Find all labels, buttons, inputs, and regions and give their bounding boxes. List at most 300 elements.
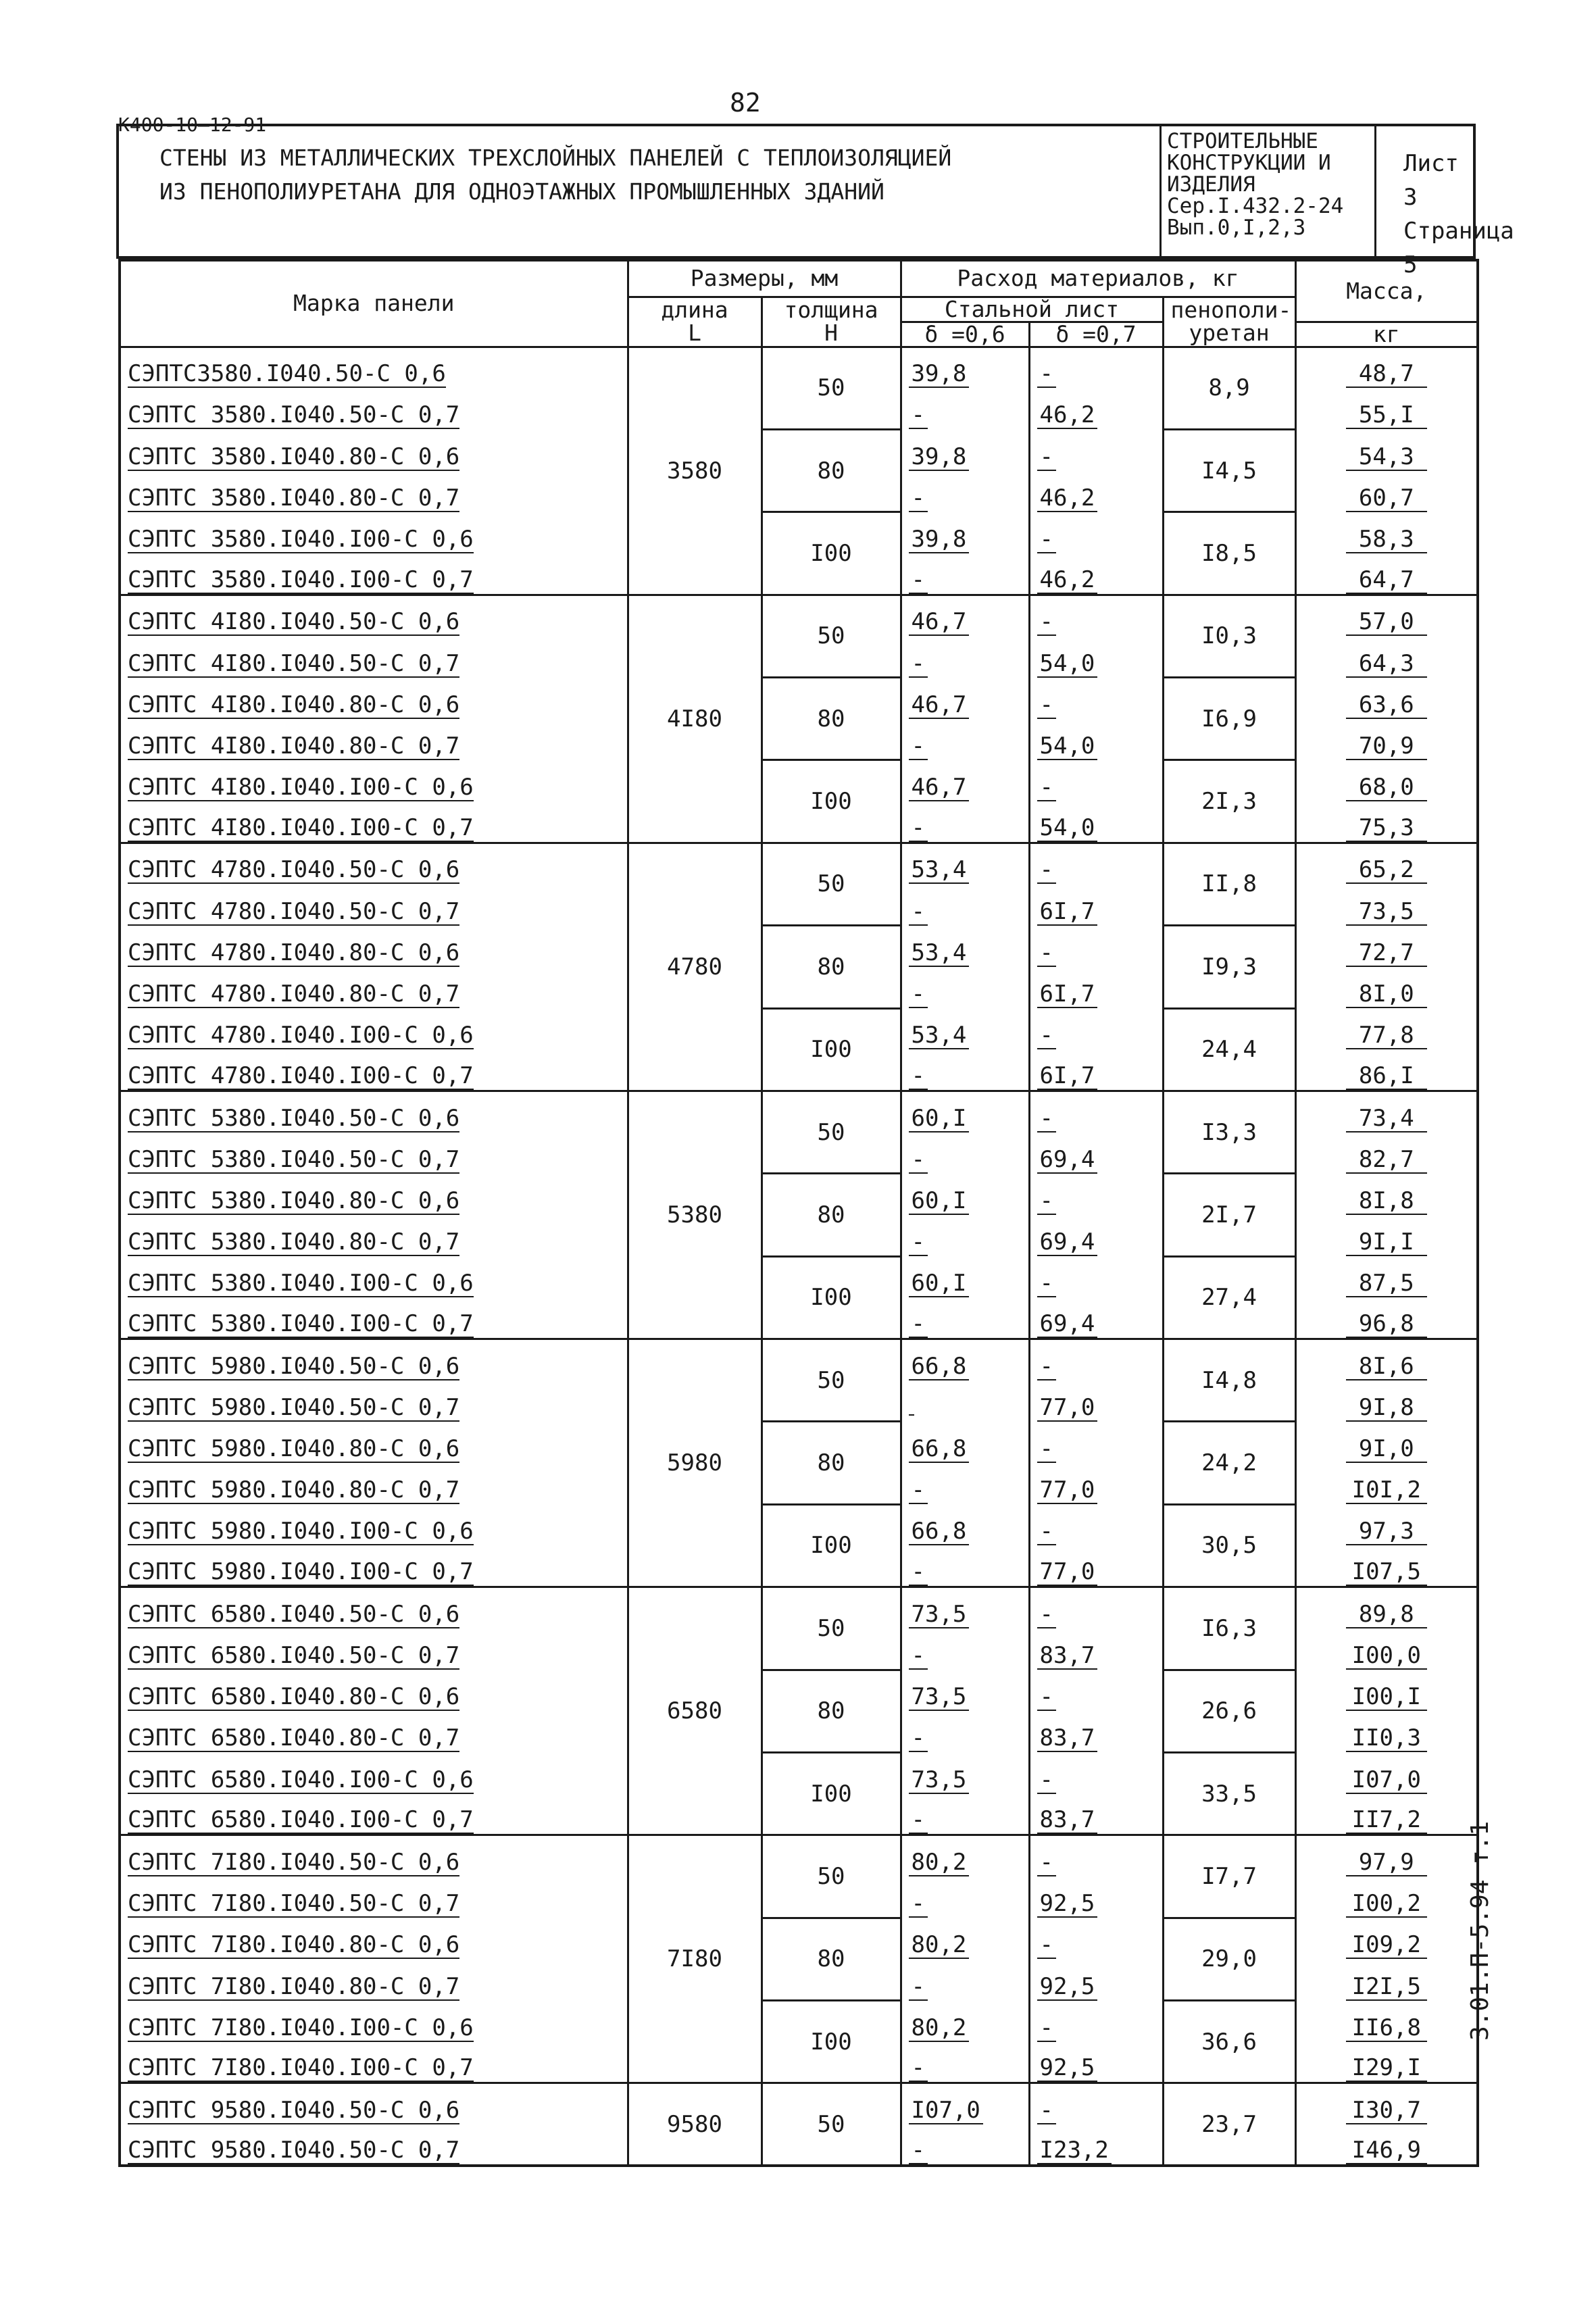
polyurethane-cell: 36,6: [1163, 2001, 1295, 2083]
mass-cell: [1295, 1174, 1478, 1215]
steel-07-cell: [1029, 1422, 1163, 1463]
panel-mark-cell: [120, 1794, 628, 1835]
panel-mark-cell-value: СЭПТС 6580.I040.50-С 0,6: [128, 1600, 460, 1628]
steel-06-cell: [901, 1504, 1029, 1545]
mass-cell-value: 97,3: [1346, 1518, 1427, 1545]
panel-mark-cell-value: СЭПТС 4780.I040.80-С 0,6: [128, 939, 460, 966]
steel-06-cell-value: 39,8: [909, 444, 970, 471]
steel-06-cell: [901, 1256, 1029, 1297]
steel-06-cell-value: 73,5: [909, 1767, 970, 1794]
mass-cell: [1295, 1339, 1478, 1380]
steel-07-cell-value: 69,4: [1037, 1147, 1098, 1174]
steel-06-cell: [901, 1835, 1029, 1876]
polyurethane-cell: I4,8: [1163, 1339, 1295, 1422]
thickness-cell: 80: [762, 1174, 901, 1256]
col-consumption-header: Расход материалов, кг: [901, 260, 1295, 297]
steel-07-cell: [1029, 1463, 1163, 1504]
mass-cell: [1295, 1422, 1478, 1463]
polyurethane-cell: I6,3: [1163, 1587, 1295, 1670]
steel-07-cell: [1029, 429, 1163, 470]
mass-cell-value: 64,3: [1346, 651, 1427, 678]
mass-cell: [1295, 1008, 1478, 1049]
table-row: [120, 1422, 1478, 1463]
steel-07-cell: [1029, 1794, 1163, 1835]
panel-mark-cell: [120, 801, 628, 843]
steel-06-cell-value: -: [909, 1063, 928, 1090]
document-title: [159, 141, 1146, 209]
panel-mark-cell: [120, 1959, 628, 2000]
steel-07-cell-value: -: [1037, 1932, 1056, 1959]
sheet-number: Лист 3: [1403, 150, 1459, 211]
panel-mark-cell: [120, 636, 628, 677]
length-symbol: L: [688, 320, 701, 346]
steel-07-cell-value: 83,7: [1037, 1725, 1098, 1752]
steel-06-cell-value: 66,8: [909, 1436, 970, 1463]
panel-mark-cell-value: СЭПТС 6580.I040.80-С 0,6: [128, 1683, 460, 1711]
steel-07-cell-value: -: [1037, 1270, 1056, 1297]
thickness-cell: I00: [762, 1504, 901, 1587]
steel-06-cell-value: 80,2: [909, 1849, 970, 1876]
mass-cell-value: 9I,0: [1346, 1436, 1427, 1463]
steel-07-cell: [1029, 1587, 1163, 1628]
steel-07-cell: [1029, 388, 1163, 429]
steel-07-cell-value: -: [1037, 1601, 1056, 1628]
steel-06-cell: [901, 2042, 1029, 2083]
steel-07-cell-value: 92,5: [1037, 1974, 1098, 2001]
col-sizes-header: Размеры, мм: [628, 260, 901, 297]
mass-cell: [1295, 1794, 1478, 1835]
mass-cell: [1295, 553, 1478, 595]
steel-07-cell: [1029, 1504, 1163, 1545]
steel-07-cell: [1029, 1876, 1163, 1918]
mass-cell-value: 72,7: [1346, 940, 1427, 967]
table-row: [120, 1835, 1478, 1876]
thickness-label: толщина: [784, 297, 878, 323]
mass-cell: [1295, 1256, 1478, 1297]
mass-cell: [1295, 2001, 1478, 2042]
steel-07-cell: [1029, 884, 1163, 925]
steel-07-cell-value: -: [1037, 444, 1056, 471]
steel-07-cell-value: -: [1037, 857, 1056, 884]
steel-06-cell: [901, 1545, 1029, 1587]
steel-06-cell-value: -: [909, 1725, 928, 1752]
col-thickness-header: [762, 297, 901, 347]
steel-06-cell: [901, 1380, 1029, 1422]
polyurethane-cell: I3,3: [1163, 1091, 1295, 1173]
steel-07-cell: [1029, 1008, 1163, 1049]
polyurethane-cell: 23,7: [1163, 2083, 1295, 2166]
panel-mark-cell: [120, 1918, 628, 1959]
panel-mark-cell: [120, 1835, 628, 1876]
steel-06-cell: [901, 719, 1029, 760]
mass-cell-value: 82,7: [1346, 1147, 1427, 1174]
mass-cell: [1295, 1049, 1478, 1091]
steel-07-cell-value: 77,0: [1037, 1477, 1098, 1504]
foam-label-1: пенополи-: [1170, 297, 1292, 323]
mass-cell: [1295, 2083, 1478, 2124]
mass-cell-value: I29,I: [1346, 2055, 1427, 2082]
mass-cell: [1295, 1297, 1478, 1339]
table-row: [120, 678, 1478, 719]
panel-mark-cell-value: СЭПТС 3580.I040.80-С 0,6: [128, 443, 460, 470]
steel-06-cell: [901, 967, 1029, 1008]
steel-06-cell-value: -: [909, 402, 928, 429]
foam-label-2: уретан: [1189, 320, 1270, 346]
panel-mark-cell-value: СЭПТС 7I80.I040.I00-С 0,6: [128, 2014, 474, 2041]
steel-06-cell-value: 46,7: [909, 609, 970, 636]
panel-mark-cell-value: СЭПТС3580.I040.50-С 0,6: [128, 360, 446, 388]
mass-cell: [1295, 595, 1478, 636]
panel-mark-cell: [120, 347, 628, 388]
panel-mark-cell-value: СЭПТС 7I80.I040.80-С 0,7: [128, 1972, 460, 2000]
steel-07-cell-value: 77,0: [1037, 1559, 1098, 1586]
table-row: [120, 1752, 1478, 1793]
mass-cell-value: 63,6: [1346, 692, 1427, 719]
thickness-cell: 50: [762, 1091, 901, 1173]
mass-cell: [1295, 1380, 1478, 1422]
steel-07-cell-value: 83,7: [1037, 1643, 1098, 1670]
mass-cell-value: I46,9: [1346, 2137, 1427, 2164]
series-line-3: ИЗДЕЛИЯ: [1167, 172, 1255, 197]
steel-06-cell: [901, 926, 1029, 967]
table-row: [120, 1174, 1478, 1215]
steel-06-cell: [901, 760, 1029, 801]
polyurethane-cell: I4,5: [1163, 429, 1295, 512]
steel-06-cell-value: -: [909, 1643, 928, 1670]
steel-06-cell: [901, 1876, 1029, 1918]
mass-cell-value: I09,2: [1346, 1932, 1427, 1959]
steel-06-cell-value: -: [909, 1229, 928, 1256]
steel-07-cell-value: -: [1037, 1849, 1056, 1876]
mass-cell-value: 73,5: [1346, 899, 1427, 926]
thickness-cell: 80: [762, 926, 901, 1008]
mass-cell: [1295, 1959, 1478, 2000]
panel-mark-cell-value: СЭПТС 4I80.I040.80-С 0,7: [128, 732, 460, 760]
steel-06-cell: [901, 1918, 1029, 1959]
panel-mark-cell: [120, 1504, 628, 1545]
mass-cell-value: I2I,5: [1346, 1974, 1427, 2001]
col-steel-header: Стальной лист: [901, 297, 1163, 322]
steel-06-cell: [901, 1587, 1029, 1628]
mass-cell: [1295, 843, 1478, 884]
document-code: К400-10—12-91: [118, 114, 267, 136]
thickness-cell: 50: [762, 595, 901, 677]
length-label: длина: [661, 297, 728, 323]
steel-06-cell: [901, 2083, 1029, 2124]
polyurethane-cell: 33,5: [1163, 1752, 1295, 1835]
polyurethane-cell: I9,3: [1163, 926, 1295, 1008]
panel-mark-cell-value: СЭПТС 5380.I040.I00-С 0,6: [128, 1270, 474, 1297]
panel-mark-cell-value: СЭПТС 6580.I040.I00-С 0,7: [128, 1806, 474, 1834]
col-length-header: [628, 297, 762, 347]
steel-06-cell-value: 53,4: [909, 1022, 970, 1049]
panel-mark-cell-value: СЭПТС 3580.I040.80-С 0,7: [128, 484, 460, 512]
table-row: [120, 1670, 1478, 1711]
mass-cell-value: I0I,2: [1346, 1477, 1427, 1504]
mass-cell-value: 87,5: [1346, 1270, 1427, 1297]
steel-07-cell-value: -: [1037, 1684, 1056, 1711]
panel-mark-cell-value: СЭПТС 4780.I040.50-С 0,6: [128, 856, 460, 884]
panel-mark-cell-value: СЭПТС 6580.I040.80-С 0,7: [128, 1724, 460, 1752]
steel-06-cell-value: -: [909, 485, 928, 512]
page-label: Страница 5: [1403, 218, 1514, 278]
panel-mark-cell: [120, 967, 628, 1008]
steel-06-cell-value: -: [909, 815, 928, 842]
steel-07-cell-value: 46,2: [1037, 567, 1098, 594]
table-row: [120, 429, 1478, 470]
thickness-cell: I00: [762, 1256, 901, 1339]
steel-07-cell-value: -: [1037, 692, 1056, 719]
steel-06-cell-value: 60,I: [909, 1105, 970, 1132]
steel-07-cell: [1029, 636, 1163, 677]
thickness-cell: 80: [762, 429, 901, 512]
mass-cell-value: 77,8: [1346, 1022, 1427, 1049]
steel-06-cell-value: -: [909, 1974, 928, 2001]
steel-06-cell: [901, 1711, 1029, 1752]
mass-cell: [1295, 926, 1478, 967]
thickness-cell: I00: [762, 1008, 901, 1091]
mass-cell: [1295, 1752, 1478, 1793]
mass-cell: [1295, 1670, 1478, 1711]
mass-cell: [1295, 1918, 1478, 1959]
steel-06-cell-value: -: [909, 733, 928, 760]
steel-06-cell-value: -: [909, 567, 928, 594]
panel-mark-cell-value: СЭПТС 5980.I040.I00-С 0,6: [128, 1518, 474, 1545]
mass-cell-value: 97,9: [1346, 1849, 1427, 1876]
panel-mark-cell-value: СЭПТС 4780.I040.I00-С 0,6: [128, 1022, 474, 1049]
steel-07-cell: [1029, 471, 1163, 512]
length-cell: 4780: [628, 843, 762, 1091]
mass-cell: [1295, 1711, 1478, 1752]
thickness-cell: I00: [762, 512, 901, 595]
mass-cell: [1295, 471, 1478, 512]
panel-mark-cell: [120, 1049, 628, 1091]
steel-06-cell-value: I07,0: [909, 2097, 983, 2124]
steel-06-cell-value: -: [909, 1807, 928, 1834]
length-cell: 7I80: [628, 1835, 762, 2083]
polyurethane-cell: 2I,7: [1163, 1174, 1295, 1256]
steel-07-cell: [1029, 1132, 1163, 1174]
panel-mark-cell: [120, 512, 628, 553]
panel-mark-cell-value: СЭПТС 5980.I040.I00-С 0,7: [128, 1558, 474, 1586]
steel-07-cell: [1029, 1959, 1163, 2000]
steel-07-cell: [1029, 1380, 1163, 1422]
mass-cell: [1295, 1132, 1478, 1174]
steel-06-cell-value: -: [909, 651, 928, 678]
panel-mark-cell-value: СЭПТС 3580.I040.I00-С 0,7: [128, 566, 474, 593]
panel-mark-cell: [120, 1628, 628, 1670]
panel-mark-cell-value: СЭПТС 9580.I040.50-С 0,6: [128, 2097, 460, 2124]
panel-mark-cell: [120, 1876, 628, 1918]
table-row: [120, 1008, 1478, 1049]
steel-06-cell: [901, 553, 1029, 595]
mass-cell-value: 55,I: [1346, 402, 1427, 429]
panel-mark-cell: [120, 2001, 628, 2042]
steel-06-cell-value: 66,8: [909, 1353, 970, 1380]
steel-06-cell-value: 60,I: [909, 1188, 970, 1215]
panel-mark-cell-value: СЭПТС 4I80.I040.I00-С 0,6: [128, 774, 474, 801]
panel-mark-cell: [120, 553, 628, 595]
steel-07-cell: [1029, 1670, 1163, 1711]
mass-cell: [1295, 512, 1478, 553]
steel-06-cell-value: 66,8: [909, 1518, 970, 1545]
panel-mark-cell: [120, 1545, 628, 1587]
thickness-cell: 80: [762, 1918, 901, 2000]
steel-07-cell-value: -: [1037, 1188, 1056, 1215]
panel-mark-cell-value: СЭПТС 6580.I040.I00-С 0,6: [128, 1766, 474, 1793]
steel-06-cell: [901, 1794, 1029, 1835]
panel-mark-cell: [120, 2042, 628, 2083]
steel-06-cell: [901, 1132, 1029, 1174]
mass-cell: [1295, 760, 1478, 801]
steel-06-cell-value: 46,7: [909, 774, 970, 801]
panel-mark-cell: [120, 1422, 628, 1463]
title-block: [116, 124, 1514, 278]
series-line-2: КОНСТРУКЦИИ И: [1167, 151, 1331, 175]
steel-07-cell-value: -: [1037, 1767, 1056, 1794]
polyurethane-cell: I6,9: [1163, 678, 1295, 760]
mass-cell-value: I00,0: [1346, 1643, 1427, 1670]
steel-07-cell: [1029, 2083, 1163, 2124]
table-row: [120, 843, 1478, 884]
table-row: [120, 760, 1478, 801]
steel-07-cell: [1029, 595, 1163, 636]
steel-06-cell: [901, 1422, 1029, 1463]
panel-mark-cell-value: СЭПТС 4I80.I040.50-С 0,6: [128, 608, 460, 636]
thickness-cell: 50: [762, 1339, 901, 1422]
panel-mark-cell-value: СЭПТС 5980.I040.80-С 0,7: [128, 1476, 460, 1504]
steel-07-cell: [1029, 926, 1163, 967]
steel-07-cell-value: 83,7: [1037, 1807, 1098, 1834]
steel-06-cell: [901, 2001, 1029, 2042]
polyurethane-cell: 8,9: [1163, 347, 1295, 429]
col-d06-header: δ =0,6: [901, 322, 1029, 347]
steel-07-cell: [1029, 1174, 1163, 1215]
steel-07-cell: [1029, 1545, 1163, 1587]
table-row: [120, 1091, 1478, 1132]
mass-cell: [1295, 1835, 1478, 1876]
panel-mark-cell: [120, 884, 628, 925]
mass-cell-value: 64,7: [1346, 567, 1427, 594]
mass-cell-value: II6,8: [1346, 2015, 1427, 2042]
steel-06-cell: [901, 1215, 1029, 1256]
steel-06-cell: [901, 429, 1029, 470]
mass-cell-value: 86,I: [1346, 1063, 1427, 1090]
steel-07-cell: [1029, 1835, 1163, 1876]
steel-06-cell: [901, 2124, 1029, 2166]
thickness-cell: I00: [762, 1752, 901, 1835]
panel-mark-cell: [120, 1256, 628, 1297]
mass-cell-value: 96,8: [1346, 1311, 1427, 1338]
mass-cell: [1295, 801, 1478, 843]
steel-07-cell-value: 46,2: [1037, 485, 1098, 512]
mass-cell-value: 68,0: [1346, 774, 1427, 801]
table-row: [120, 1256, 1478, 1297]
table-row: [120, 512, 1478, 553]
mass-cell: [1295, 967, 1478, 1008]
steel-07-cell: [1029, 1091, 1163, 1132]
steel-07-cell-value: -: [1037, 1105, 1056, 1132]
panel-mark-cell-value: СЭПТС 5380.I040.50-С 0,6: [128, 1104, 460, 1132]
page-number: 82: [730, 88, 761, 118]
mass-cell: [1295, 1876, 1478, 1918]
panel-mark-cell: [120, 1587, 628, 1628]
polyurethane-cell: II,8: [1163, 843, 1295, 925]
panel-mark-cell: [120, 1174, 628, 1215]
steel-06-cell: [901, 388, 1029, 429]
thickness-cell: 50: [762, 2083, 901, 2166]
mass-cell-value: I00,2: [1346, 1891, 1427, 1918]
steel-07-cell: [1029, 1711, 1163, 1752]
steel-07-cell-value: -: [1037, 609, 1056, 636]
steel-07-cell: [1029, 1752, 1163, 1793]
panel-mark-cell: [120, 2083, 628, 2124]
polyurethane-cell: I0,3: [1163, 595, 1295, 677]
steel-07-cell: [1029, 1918, 1163, 1959]
steel-06-cell-value: 60,I: [909, 1270, 970, 1297]
panel-mark-cell: [120, 678, 628, 719]
table-row: [120, 1918, 1478, 1959]
steel-06-cell-value: -: [909, 981, 928, 1008]
steel-07-cell: [1029, 1256, 1163, 1297]
panel-mark-cell: [120, 1463, 628, 1504]
steel-07-cell: [1029, 843, 1163, 884]
length-cell: 6580: [628, 1587, 762, 1835]
panel-mark-cell: [120, 1215, 628, 1256]
col-mark-header: Марка панели: [120, 260, 628, 347]
panel-mark-cell-value: СЭПТС 5380.I040.80-С 0,7: [128, 1228, 460, 1256]
panel-mark-cell-value: СЭПТС 3580.I040.I00-С 0,6: [128, 525, 474, 553]
steel-07-cell: [1029, 2001, 1163, 2042]
thickness-cell: 50: [762, 1587, 901, 1670]
steel-06-cell-value: 46,7: [909, 692, 970, 719]
steel-06-cell: [901, 1463, 1029, 1504]
steel-06-cell: [901, 347, 1029, 388]
steel-06-cell-value: 80,2: [909, 1932, 970, 1959]
polyurethane-cell: 2I,3: [1163, 760, 1295, 843]
side-series-code: 3.01.П-5.94 т.1: [1466, 1820, 1494, 2041]
polyurethane-cell: I7,7: [1163, 1835, 1295, 1918]
panel-mark-cell: [120, 1711, 628, 1752]
steel-06-cell-value: -: [909, 2137, 928, 2164]
mass-cell-value: 89,8: [1346, 1601, 1427, 1628]
panel-mark-cell-value: СЭПТС 5380.I040.80-С 0,6: [128, 1187, 460, 1214]
mass-cell-value: 70,9: [1346, 733, 1427, 760]
mass-cell-value: 58,3: [1346, 526, 1427, 553]
mass-cell-value: 54,3: [1346, 444, 1427, 471]
steel-07-cell-value: 92,5: [1037, 1891, 1098, 1918]
steel-07-cell-value: -: [1037, 361, 1056, 388]
panel-mark-cell-value: СЭПТС 6580.I040.50-С 0,7: [128, 1642, 460, 1669]
panel-table: [118, 259, 1479, 2167]
mass-cell: [1295, 388, 1478, 429]
mass-cell-value: 8I,6: [1346, 1353, 1427, 1380]
mass-cell-value: 73,4: [1346, 1105, 1427, 1132]
series-block: [1159, 126, 1376, 256]
panel-mark-cell: [120, 1297, 628, 1339]
steel-07-cell: [1029, 1297, 1163, 1339]
steel-06-cell: [901, 1008, 1029, 1049]
steel-06-cell: [901, 471, 1029, 512]
mass-cell: [1295, 1628, 1478, 1670]
mass-cell-value: 65,2: [1346, 857, 1427, 884]
mass-cell-value: 60,7: [1346, 485, 1427, 512]
thickness-cell: 80: [762, 1670, 901, 1752]
steel-07-cell-value: 54,0: [1037, 815, 1098, 842]
polyurethane-cell: 27,4: [1163, 1256, 1295, 1339]
steel-07-cell: [1029, 553, 1163, 595]
steel-06-cell: [901, 1339, 1029, 1380]
